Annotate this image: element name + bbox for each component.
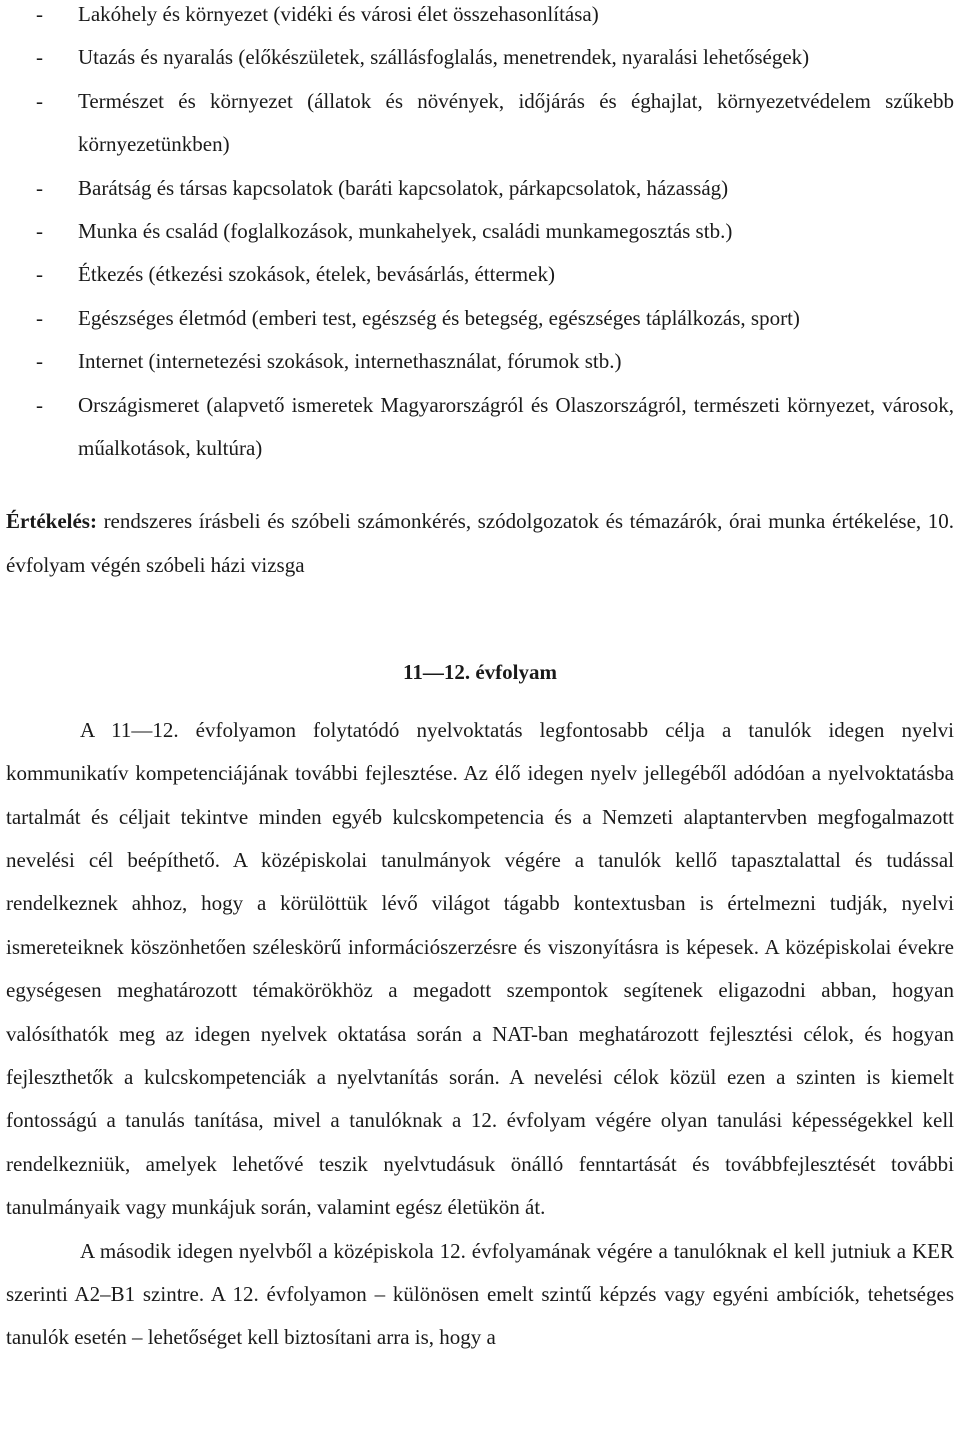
list-dash: - [36, 219, 43, 244]
list-item-text: Utazás és nyaralás (előkészületek, szállásfoglalás, menetrendek, nyaralási lehetőségek) [78, 45, 810, 70]
list-item-text: Internet (internetezési szokások, internethasználat, fórumok stb.) [78, 349, 622, 374]
list-dash: - [36, 88, 43, 113]
evaluation-text: rendszeres írásbeli és szóbeli számonkérés, szódolgozatok és témazárók, órai munka értékelése, 10. évfolyam végén szóbeli házi vizsga [6, 509, 954, 577]
list-dash: - [36, 262, 43, 287]
body-paragraph: A második idegen nyelvből a középiskola 12. évfolyamának végére a tanulóknak el kell jutniuk a KER szerinti A2–B1 szintre. A 12. évfolyamon – különösen emelt szintű képzés vagy egyéni ambíciók, tehetséges tanulók esetén – lehetőséget kell biztosítani arra is, hogy a [6, 1238, 954, 1350]
list-item-text: Lakóhely és környezet (vidéki és városi élet összehasonlítása) [78, 2, 599, 26]
evaluation-paragraph [6, 500, 954, 587]
list-item-text: Munka és család (foglalkozások, munkahelyek, családi munkamegosztás stb.) [78, 219, 733, 244]
list-item [6, 340, 954, 383]
section-title: 11—12. évfolyam [403, 660, 557, 685]
list-item [6, 0, 954, 36]
list-item-text: Étkezés (étkezési szokások, ételek, bevásárlás, éttermek) [78, 262, 555, 287]
list-item-text: Egészséges életmód (emberi test, egészség és betegség, egészséges táplálkozás, sport) [78, 305, 800, 330]
list-dash: - [36, 175, 43, 200]
list-dash: - [36, 2, 43, 26]
list-dash: - [36, 349, 43, 374]
list-item [6, 210, 954, 253]
list-item [6, 80, 954, 167]
evaluation-label: Értékelés: [6, 509, 97, 534]
list-item [6, 167, 954, 210]
body-paragraph: A 11—12. évfolyamon folytatódó nyelvoktatás legfontosabb célja a tanulók idegen nyelvi kommunikatív kompetenciájának további fejlesztése. Az élő idegen nyelv jellegéből adódóan a nyelvoktatásba tartalmát és céljait tekintve minden egyéb kulcskompetencia és a Nemzeti alaptantervben megfogalmazott nevelési cél beépíthető. A középiskolai tanulmányok végére a tanulók kellő tapasztalattal és tudással rendelkeznek ahhoz, hogy a körülöttük lévő világot tágabb kontextusban is értelmezni tudják, nyelvi ismereteiknek köszönhetően széleskörű információszerzésre és viszonyításra is képesek. A középiskolai évekre egységesen meghatározott témakörökhöz a megadott szempontok segítenek eligazodni abban, hogyan valósíthatók meg az idegen nyelvek oktatása során a NAT-ban meghatározott fejlesztési célok, és hogyan fejleszthetők a kulcskompetenciák a nyelvtanítás során. A nevelési célok közül ezen a szinten is kiemelt fontosságú a tanulás tanítása, mivel a tanulóknak a 12. évfolyam végére olyan tanulási képességekkel kell rendelkezniük, amelyek lehetővé teszik nyelvtudásuk önálló fenntartását és továbbfejlesztését további tanulmányaik vagy munkájuk során, valamint egész életükön át. [6, 717, 954, 1220]
list-dash: - [36, 305, 43, 330]
list-item-text: Országismeret (alapvető ismeretek Magyarországról és Olaszországról, természeti környezet, városok, műalkotások, kultúra) [78, 392, 954, 461]
list-dash: - [36, 45, 43, 70]
list-item [6, 384, 954, 471]
list-item [6, 253, 954, 296]
document-page [6, 0, 954, 1360]
list-item [6, 297, 954, 340]
list-item-text: Természet és környezet (állatok és növények, időjárás és éghajlat, környezetvédelem szűkebb környezetünkben) [78, 88, 954, 157]
topic-list [6, 0, 954, 470]
list-item-text: Barátság és társas kapcsolatok (baráti kapcsolatok, párkapcsolatok, házasság) [78, 175, 729, 200]
list-item [6, 36, 954, 79]
list-dash: - [36, 392, 43, 417]
